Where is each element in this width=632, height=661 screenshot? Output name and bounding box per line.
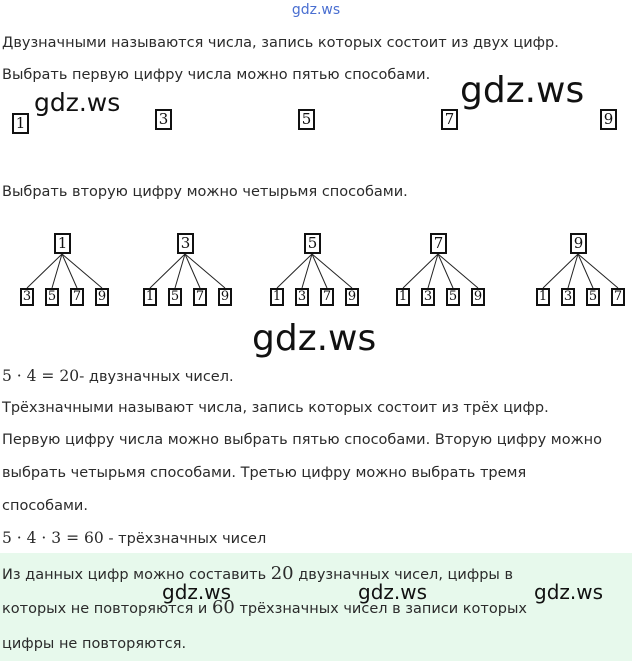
equation-1 — [2, 366, 234, 387]
tree-leaf-box: 1 — [536, 288, 550, 306]
answer-text: Из данных цифр можно составить — [2, 567, 271, 583]
tree-leaf-box: 3 — [20, 288, 34, 306]
tree-branch — [438, 254, 453, 288]
equation-2-math: 5 · 4 · 3 = 60 — [2, 529, 104, 547]
tree-leaf-box: 1 — [270, 288, 284, 306]
tree-leaf-box: 1 — [143, 288, 157, 306]
watermark: gdz.ws — [162, 580, 232, 604]
tree-leaf-box: 7 — [611, 288, 625, 306]
tree-branch — [578, 254, 593, 288]
watermark: gdz.ws — [252, 318, 377, 359]
tree-root-box: 5 — [304, 233, 321, 254]
answer-number: 60 — [211, 597, 235, 618]
tree-branch — [185, 254, 225, 288]
tree-leaf-box: 9 — [345, 288, 359, 306]
tree-leaf-box: 7 — [193, 288, 207, 306]
digit-box: 7 — [441, 109, 458, 130]
tree-branch — [312, 254, 327, 288]
watermark: gdz.ws — [460, 70, 585, 111]
tree-leaf-box: 9 — [95, 288, 109, 306]
text-line-2: Выбрать первую цифру числа можно пятью способами. — [2, 67, 431, 83]
answer-text: которых не повторяются и — [2, 601, 212, 617]
text-line-6: выбрать четырьмя способами. Третью цифру можно выбрать тремя — [2, 465, 527, 481]
tree-leaf-box: 9 — [471, 288, 485, 306]
equation-1-math: 5 · 4 = 20 — [2, 367, 80, 385]
answer-text: двузначных чисел, цифры в — [293, 567, 514, 583]
answer-text: трёхзначных чисел в записи которых — [234, 601, 527, 617]
answer-line-1 — [2, 564, 513, 585]
tree-root-box: 1 — [54, 233, 71, 254]
tree-leaf-box: 3 — [561, 288, 575, 306]
watermark-top: gdz.ws — [291, 2, 341, 18]
tree-leaf-box: 1 — [396, 288, 410, 306]
tree-branch — [185, 254, 200, 288]
digit-box: 1 — [12, 113, 29, 134]
equation-2 — [2, 528, 266, 549]
tree-root-box: 3 — [177, 233, 194, 254]
answer-line-3: цифры не повторяются. — [2, 636, 187, 652]
tree-branch — [62, 254, 77, 288]
tree-leaf-box: 5 — [45, 288, 59, 306]
text-line-7: способами. — [2, 498, 88, 514]
tree-root-box: 7 — [430, 233, 447, 254]
equation-2-text: - трёхзначных чисел — [103, 531, 267, 547]
text-line-1: Двузначными называются числа, запись которых состоит из двух цифр. — [2, 35, 559, 51]
tree-branch — [62, 254, 102, 288]
text-line-3: Выбрать вторую цифру можно четырьмя способами. — [2, 184, 408, 200]
tree-leaf-box: 5 — [446, 288, 460, 306]
equation-1-text: - двузначных чисел. — [79, 369, 234, 385]
tree-leaf-box: 5 — [586, 288, 600, 306]
digit-box: 9 — [600, 109, 617, 130]
tree-leaf-box: 7 — [70, 288, 84, 306]
tree-branch — [578, 254, 618, 288]
watermark: gdz.ws — [358, 580, 428, 604]
tree-leaf-box: 9 — [218, 288, 232, 306]
tree-root-box: 9 — [570, 233, 587, 254]
tree-leaf-box: 3 — [295, 288, 309, 306]
text-line-4: Трёхзначными называют числа, запись которых состоит из трёх цифр. — [2, 400, 549, 416]
tree-leaf-box: 7 — [320, 288, 334, 306]
tree-branch — [312, 254, 352, 288]
tree-leaf-box: 5 — [168, 288, 182, 306]
answer-line-2 — [2, 598, 527, 619]
digit-box: 5 — [298, 109, 315, 130]
answer-number: 20 — [270, 563, 294, 584]
watermark: gdz.ws — [34, 88, 121, 117]
watermark: gdz.ws — [534, 580, 604, 604]
digit-box: 3 — [155, 109, 172, 130]
text-line-5: Первую цифру числа можно выбрать пятью способами. Вторую цифру можно — [2, 432, 603, 448]
tree-leaf-box: 3 — [421, 288, 435, 306]
tree-branch — [438, 254, 478, 288]
